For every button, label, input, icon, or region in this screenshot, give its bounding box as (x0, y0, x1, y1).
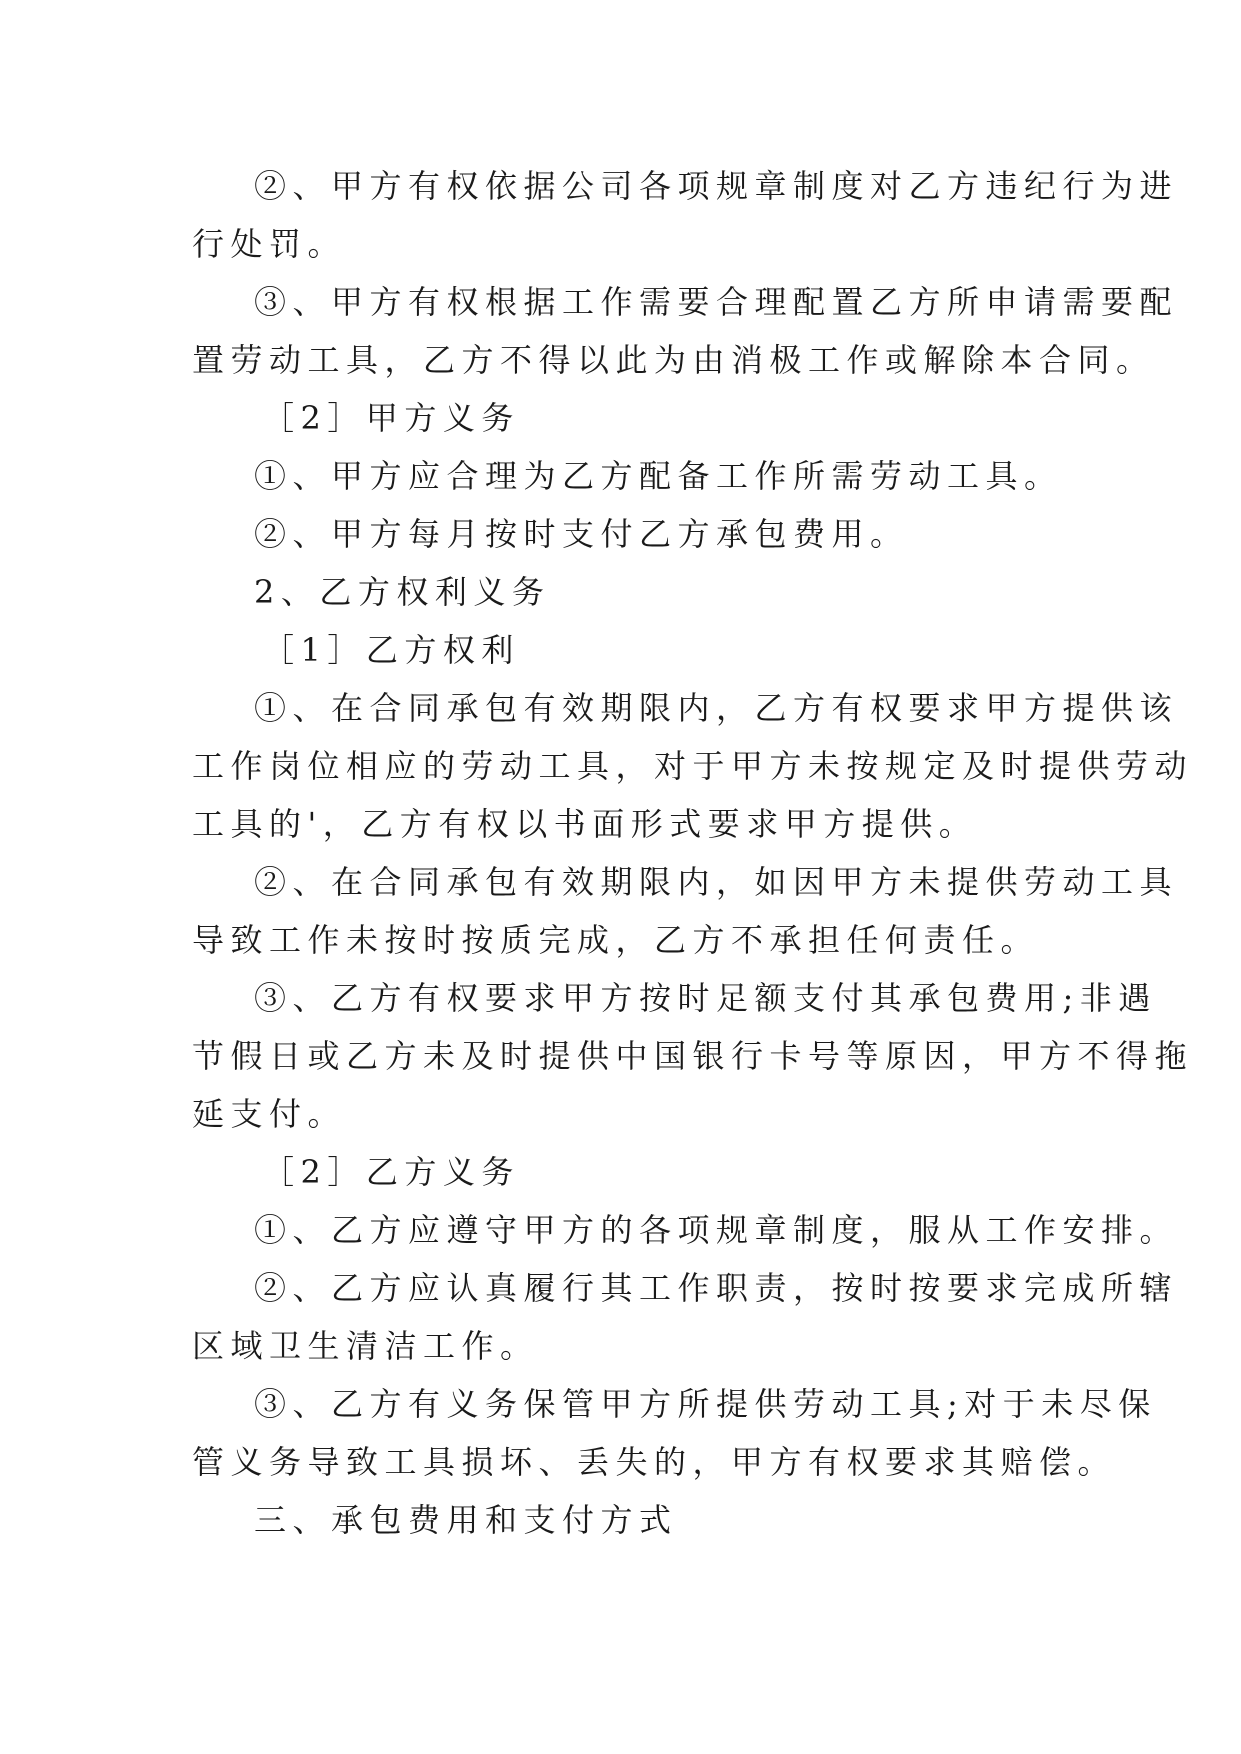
text-line-19: ①、乙方应遵守甲方的各项规章制度，服从工作安排。 (254, 1211, 1179, 1249)
text-line-6: ①、甲方应合理为乙方配备工作所需劳动工具。 (254, 457, 1063, 495)
section-heading-party-b-rights-obligations: 2、乙方权利义务 (254, 573, 551, 611)
text-line-11: 工作岗位相应的劳动工具，对于甲方未按规定及时提供劳动 (192, 747, 1194, 785)
section-heading-fees-and-payment: 三、承包费用和支付方式 (254, 1501, 678, 1539)
text-line-23: 管义务导致工具损坏、丢失的，甲方有权要求其赔偿。 (192, 1443, 1117, 1481)
text-line-1: ②、甲方有权依据公司各项规章制度对乙方违纪行为进 (254, 167, 1179, 205)
text-line-4: 置劳动工具，乙方不得以此为由消极工作或解除本合同。 (192, 341, 1155, 379)
text-line-2: 行处罚。 (192, 225, 347, 263)
text-line-17: 延支付。 (192, 1095, 347, 1133)
text-line-7: ②、甲方每月按时支付乙方承包费用。 (254, 515, 909, 553)
section-heading-party-a-obligations: ［2］甲方义务 (262, 399, 520, 437)
section-heading-party-b-rights: ［1］乙方权利 (262, 631, 520, 669)
text-line-15: ③、乙方有权要求甲方按时足额支付其承包费用;非遇 (254, 979, 1157, 1017)
text-line-13: ②、在合同承包有效期限内，如因甲方未提供劳动工具 (254, 863, 1179, 901)
text-line-16: 节假日或乙方未及时提供中国银行卡号等原因，甲方不得拖 (192, 1037, 1194, 1075)
text-line-21: 区域卫生清洁工作。 (192, 1327, 539, 1365)
section-heading-party-b-obligations: ［2］乙方义务 (262, 1153, 520, 1191)
text-line-10: ①、在合同承包有效期限内，乙方有权要求甲方提供该 (254, 689, 1179, 727)
text-line-20: ②、乙方应认真履行其工作职责，按时按要求完成所辖 (254, 1269, 1179, 1307)
text-line-3: ③、甲方有权根据工作需要合理配置乙方所申请需要配 (254, 283, 1179, 321)
text-line-12: 工具的'，乙方有权以书面形式要求甲方提供。 (192, 805, 978, 843)
text-line-22: ③、乙方有义务保管甲方所提供劳动工具;对于未尽保 (254, 1385, 1157, 1423)
text-line-14: 导致工作未按时按质完成，乙方不承担任何责任。 (192, 921, 1040, 959)
